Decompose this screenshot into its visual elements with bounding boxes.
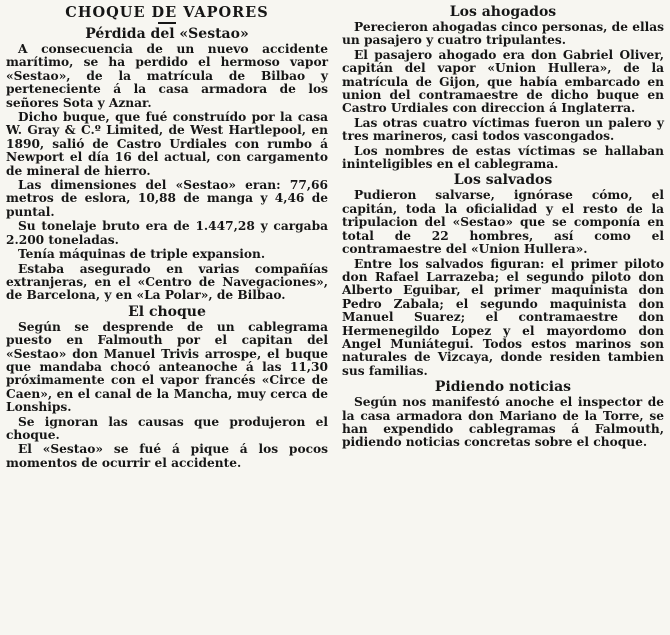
paragraph: Se ignoran las causas que produjeron el choque. <box>6 414 328 442</box>
paragraph: Su tonelaje bruto era de 1.447,28 y cargaba 2.200 toneladas. <box>6 219 328 247</box>
article-title: CHOQUE DE VAPORES <box>65 4 269 21</box>
paragraph: A consecuencia de un nuevo accidente marítimo, se ha perdido el hermoso vapor «Sestao», de la matrícula de Bilbao y perteneciente á la casa armadora de los señores Sota y Aznar. <box>6 42 328 110</box>
section-heading-perdida: Pérdida del «Sestao» <box>85 26 249 42</box>
section-heading-choque: El choque <box>128 303 206 320</box>
paragraph: Las otras cuatro víctimas fueron un palero y tres marineros, casi todos vascongados. <box>342 115 664 144</box>
paragraph: Dicho buque, que fué construído por la casa W. Gray & C.º Limited, de West Hartlepool, en 1890, salió de Castro Urdiales con rumbo á Newport el día 16 del actual, con cargamento de mineral de hierro. <box>6 110 328 178</box>
paragraph: Según se desprende de un cablegrama puesto en Falmouth por el capitan del «Sestao» don Manuel Trivis arrospe, el buque que mandaba chocó anteanoche á las 11,30 próximamente con el vapor francés «Circe de Caen», en el canal de la Mancha, muy cerca de Lonships. <box>6 319 328 415</box>
paragraph: Pudieron salvarse, ignórase cómo, el capitán, toda la oficialidad y el resto de la tripulacion del «Sestao» que se componía en total de 22 hombres, así como el contramaestre del «Union Hullera». <box>342 188 664 257</box>
paragraph: El «Sestao» se fué á pique á los pocos momentos de ocurrir el accidente. <box>6 442 328 470</box>
paragraph: Según nos manifestó anoche el inspector de la casa armadora don Mariano de la Torre, se han expendido cablegramas á Falmouth, pidiendo noticias concretas sobre el choque. <box>342 395 664 450</box>
section-heading-salvados: Los salvados <box>453 172 553 189</box>
paragraph: Perecieron ahogadas cinco personas, de ellas un pasajero y cuatro tripulantes. <box>342 20 664 48</box>
section-heading-noticias: Pidiendo noticias <box>434 379 572 396</box>
title-divider <box>158 22 176 24</box>
paragraph: Las dimensiones del «Sestao» eran: 77,66 metros de eslora, 10,88 de manga y 4,46 de puntal. <box>6 178 328 219</box>
paragraph: Los nombres de estas víctimas se hallaban ininteligibles en el cablegrama. <box>342 143 664 172</box>
paragraph: Estaba asegurado en varias compañías extranjeras, en el «Centro de Navegaciones», de Barcelona, y en «La Polar», de Bilbao. <box>6 261 328 303</box>
paragraph: El pasajero ahogado era don Gabriel Oliver, capitán del vapor «Union Hullera», de la matrícula de Gijon, que había embarcado en union del contramaestre de dicho buque en Castro Urdiales con direccion á Inglaterra. <box>342 47 664 116</box>
paragraph: Tenía máquinas de triple expansion. <box>18 247 266 262</box>
paragraph: Entre los salvados figuran: el primer piloto don Rafael Larrazeba; el segundo piloto don Alberto Eguibar, el primer maquinista don Pedro Zabala; el segundo maquinista don Manuel Suarez; el contramaestre don Hermenegildo Lopez y el mayordomo don Angel Muniátegui. Todos estos marinos son naturales de Vizcaya, donde residen tambien sus familias. <box>342 256 664 378</box>
section-heading-ahogados: Los ahogados <box>449 4 557 20</box>
left-column <box>6 4 328 471</box>
right-column <box>342 4 664 451</box>
